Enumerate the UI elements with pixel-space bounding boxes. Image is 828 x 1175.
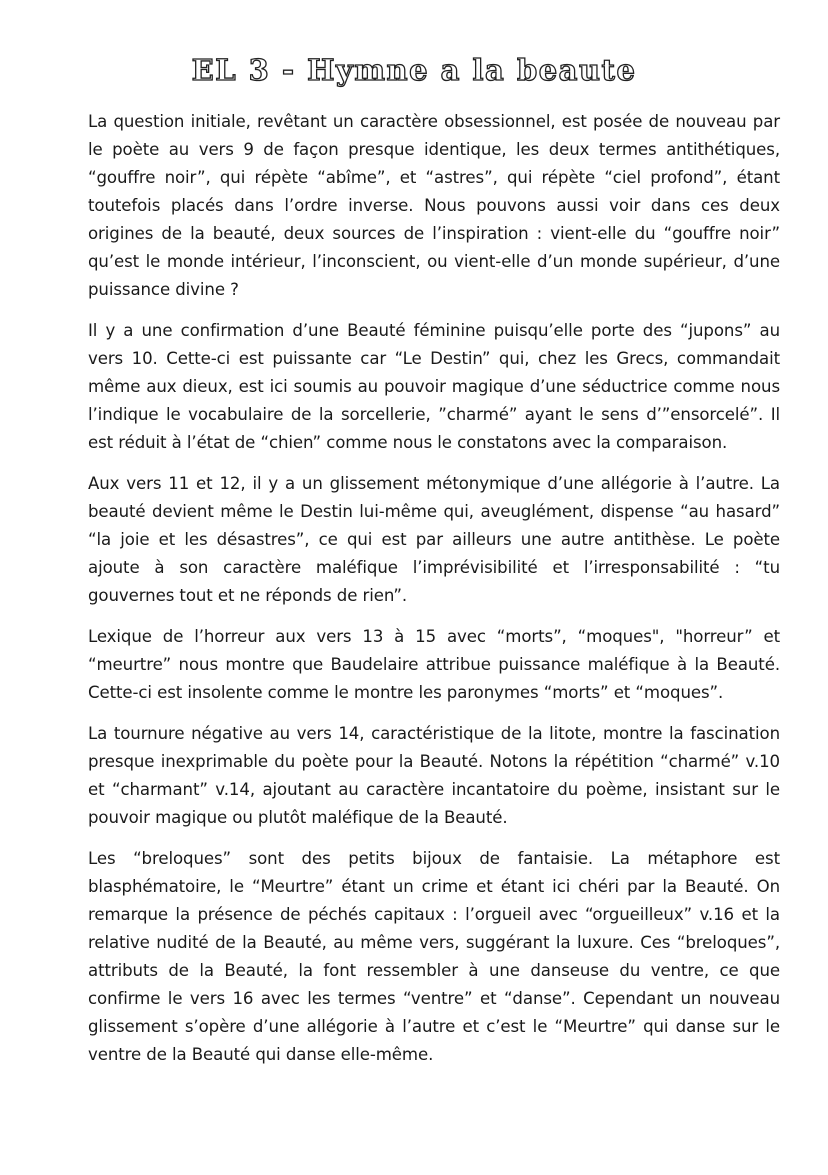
paragraph-2: Il y a une confirmation d’une Beauté féminine puisqu’elle porte des “jupons” au vers 10. Cette-ci est puissante car “Le Destin” qui, chez les Grecs, commandait même aux dieux, est ici soumis au pouvoir magique d’une séductrice comme nous l’indique le vocabulaire de la sorcellerie, ”charmé” ayant le sens d’”ensorcelé”. Il est réduit à l’état de “chien” comme nous le constatons avec la comparaison. [88,321,780,452]
paragraph-5: La tournure négative au vers 14, caractéristique de la litote, montre la fascination presque inexprimable du poète pour la Beauté. Notons la répétition “charmé” v.10 et “charmant” v.14, ajoutant au caractère incantatoire du poème, insistant sur le pouvoir magique ou plutôt maléfique de la Beauté. [88,724,780,827]
page-title: EL 3 - Hymne a la beaute [191,53,637,87]
document-body [88,108,780,1082]
paragraph-4: Lexique de l’horreur aux vers 13 à 15 avec “morts”, “moques", "horreur” et “meurtre” nous montre que Baudelaire attribue puissance maléfique à la Beauté. Cette-ci est insolente comme le montre les paronymes “morts” et “moques”. [88,627,780,702]
paragraph-1: La question initiale, revêtant un caractère obsessionnel, est posée de nouveau par le poète au vers 9 de façon presque identique, les deux termes antithétiques, “gouffre noir”, qui répète “abîme”, et “astres”, qui répète “ciel profond”, étant toutefois placés dans l’ordre inverse. Nous pouvons aussi voir dans ces deux origines de la beauté, deux sources de l’inspiration : vient-elle du “gouffre noir” qu’est le monde intérieur, l’inconscient, ou vient-elle d’un monde supérieur, d’une puissance divine ? [88,112,780,299]
paragraph-3: Aux vers 11 et 12, il y a un glissement métonymique d’une allégorie à l’autre. La beauté devient même le Destin lui-même qui, aveuglément, dispense “au hasard” “la joie et les désastres”, ce qui est par ailleurs une autre antithèse. Le poète ajoute à son caractère maléfique l’imprévisibilité et l’irresponsabilité : “tu gouvernes tout et ne réponds de rien”. [88,474,780,605]
paragraph-6: Les “breloques” sont des petits bijoux de fantaisie. La métaphore est blasphématoire, le “Meurtre” étant un crime et étant ici chéri par la Beauté. On remarque la présence de péchés capitaux : l’orgueil avec “orgueilleux” v.16 et la relative nudité de la Beauté, au même vers, suggérant la luxure. Ces “breloques”, attributs de la Beauté, la font ressembler à une danseuse du ventre, ce que confirme le vers 16 avec les termes “ventre” et “danse”. Cependant un nouveau glissement s’opère d’une allégorie à l’autre et c’est le “Meurtre” qui danse sur le ventre de la Beauté qui danse elle-même. [88,849,780,1064]
